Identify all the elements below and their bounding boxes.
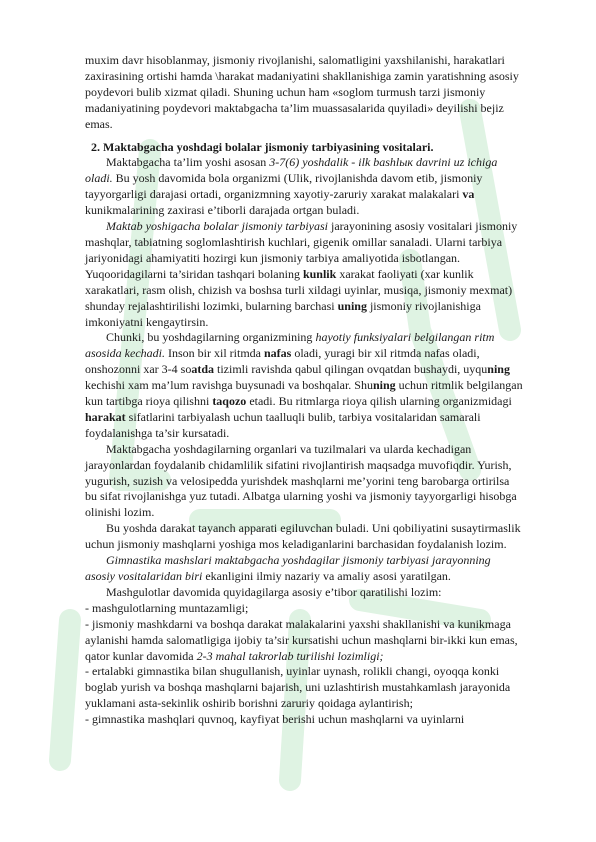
text-run: ekanligini ilmiy nazariy va amaliy asosi yaratilgan. — [202, 569, 451, 583]
bold-run: taqozo — [212, 394, 247, 409]
paragraph-intro: muxim davr hisoblanmay, jismoniy rivojlanishi, salomatligini yaxshilanishi, harakatlari zaxirasining ortishi hamda \harakat madaniyatini shakllanishiga zamin yaratishning asosiy poydevori bulib xizmat qiladi. Shuning uchun ham «soglom turmush tarzi jismoniy madaniyatining poydevori maktabgacha ta’lim muassasalarida quyiladi» deyilishi bejiz emas. — [85, 53, 519, 131]
list-item: - mashgulotlarning muntazamligi; — [85, 600, 249, 615]
text-run: tizimli ravishda qabul qilingan ovqatdan bushaydi, uyqu — [214, 362, 488, 377]
text-run: jarayonining asosiy vositalari jismoniy mashqlar, tabiatning soglomlashtirish kuchlari, gigenik omillar sanaladi. Ularni tarbiya jariyonidagi ahamiyatiti hozirgi kun jismoniy tarbiya amaliyotida isbotlangan. Yuqooridagilarni ta’siridan tashqari bolaning — [85, 219, 518, 281]
bold-run: va — [462, 187, 475, 202]
text-run: Chunki, bu yoshdagilarning organizmining — [106, 330, 316, 345]
document-page — [85, 53, 523, 728]
paragraph-3 — [85, 330, 523, 441]
bold-run: ning — [487, 362, 510, 377]
list-item: - ertalabki gimnastika bilan shugullanish, uyinlar uynash, rolikli changi, oyoqqa konki boglab yurish va boshqa mashqlarni bajarish, uni uzlashtirish mustahkamlash jarayonida yuklamani asta-sekinlik oshirib borishni zaruriy qoidaga aylantirish; — [85, 664, 511, 711]
text-run: Maktabgacha ta’lim yoshi asosan — [106, 155, 270, 170]
bold-run: atda — [191, 362, 214, 377]
text-run: kechishi xam ma’lum ravishga buysunadi va boshqalar. Shu — [85, 378, 373, 393]
text-run: oladi, yuragi bir xil ritmda nafas oladi, onshozonni xar 3-4 so — [85, 346, 480, 377]
paragraph-2 — [85, 219, 523, 330]
paragraph-6 — [85, 553, 523, 585]
text-run: uchun ritmlik belgilangan kun tartibga rioya qilishni — [85, 378, 523, 409]
bold-run: ning — [372, 378, 396, 393]
section-heading: 2. Maktabgacha yoshdagi bolalar jismoniy tarbiyasining vositalari. — [91, 139, 434, 154]
list-item: - gimnastika mashqlari quvnoq, kayfiyat berishi uchun mashqlarni va uyinlarni — [85, 712, 465, 727]
text-run: sifatlarini tarbiyalash uchun taalluqli bulib, tarbiya vositalaridan samarali foydalanishga ta’sir kursatadi. — [85, 409, 481, 440]
text-run: Inson bir xil ritmda — [165, 346, 264, 361]
bold-run: nafas — [264, 346, 292, 361]
italic-run: Gimnastika mashslari maktabgacha yoshdagilar jismoniy tarbiyasi jarayonning asosiy vositalaridan biri — [85, 553, 491, 583]
bold-run: uning — [337, 298, 367, 313]
paragraph-7: Mashgulotlar davomida quyidagilarga asosiy e’tibor qaratilishi lozim: — [106, 584, 442, 599]
text-run: Bu yosh davomida bola organizmi (Ulik, rivojlanishda davom etib, jismoniy tayyorgarligi darajasi ortadi, organizmning xayotiy-zaruriy xarakat malakalari — [85, 171, 483, 202]
text-run: kunikmalarining zaxirasi e’tiborli darajada ortgan buladi. — [85, 203, 360, 218]
paragraph-4: Maktabgacha yoshdagilarning organlari va tuzilmalari va ularda kechadigan jarayonlardan foydalanib chidamlilik sifatini rivojlantirish maqsadga muvofiqdir. Yurish, yugurish, suzish va velosipedda yurishdek mashqlarni me’yorini teng barobarga ortirilsa bu sifat rivojlanishga yuz tutadi. Albatga ularning yoshi va jismoniy tayyorgarligi hisobga olinishi lozim. — [85, 441, 517, 520]
text-run: etadi. Bu ritmlarga rioya qilish ularning organizmidagi — [246, 394, 512, 409]
paragraph-1 — [85, 155, 523, 219]
bold-run: harakat — [85, 409, 126, 424]
text-run: xarakat faoliyati (xar kunlik xarakatlari, rasm olish, chizish va boshsa turli xildagi uyinlar, musiqa, jismoniy mexmat) shunday rejalashtirilishi lozimki, bularning barchasi — [85, 266, 513, 313]
bold-run: kunlik — [302, 266, 337, 281]
italic-run: Maktab yoshigacha bolalar jismoniy tarbiyasi — [106, 219, 328, 234]
italic-run: hayotiy funksiyalari belgilangan ritm asosida kechadi. — [85, 330, 495, 361]
list-item — [85, 617, 523, 665]
italic-run: 3-7(6) yoshdalik - ilk bashlык davrini uz ichiga oladi. — [85, 155, 498, 186]
paragraph-5: Bu yoshda darakat tayanch apparati egiluvchan buladi. Uni qobiliyatini susaytirmaslik uchun jismoniy mashqlarni yoshiga mos keladiganlarini barchasidan foydalanish lozim. — [85, 521, 521, 552]
text-run: - jismoniy mashkdarni va boshqa darakat malakalarini yaxshi shakllanishi va kunikmaga aylanishi hamda salomatligiga ijobiy ta’sir kursatishi uchun mashqlarni bir-ikki kun emas, qator kunlar davomida — [85, 616, 518, 663]
text-run: jismoniy rivojlanishiga imkoniyatni kengaytirsin. — [85, 298, 481, 329]
italic-run: 2-3 mahal takrorlab turilishi lozimligi; — [196, 648, 384, 663]
